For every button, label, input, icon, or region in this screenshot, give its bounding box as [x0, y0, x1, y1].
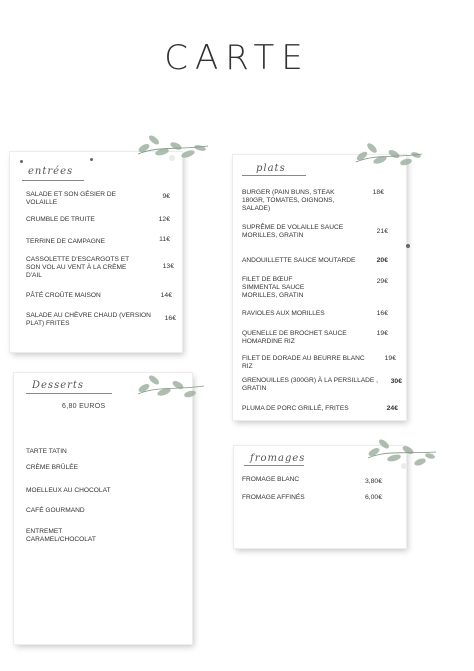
dessert-item: TARTE TATIN: [26, 448, 67, 455]
fromage-item-name: FROMAGE AFFINÉS: [242, 494, 305, 501]
plat-item-price: 19€: [384, 355, 396, 362]
plat-item-price: 21€: [376, 228, 388, 235]
decor-dot: [406, 244, 410, 248]
plat-item-price: 19€: [376, 330, 388, 337]
fromage-item-price: 6,00€: [364, 494, 382, 501]
plat-item-name: ANDOUILLETTE SAUCE MOUTARDE: [242, 257, 356, 264]
leaf-ornament-icon: [132, 128, 212, 168]
entree-item-name: SALADE AU CHÈVRE CHAUD (VERSION PLAT) FRITES: [26, 312, 151, 327]
plat-item-name: FILET DE DORADE AU BEURRE BLANC RIZ: [242, 355, 365, 370]
plat-item-price: 18€: [372, 189, 384, 196]
plat-item-price: 20€: [376, 257, 388, 264]
dessert-item: MOELLEUX AU CHOCOLAT: [26, 487, 111, 494]
entrees-heading: entrées: [28, 166, 74, 177]
plats-heading-underline: [242, 175, 306, 176]
entree-item-price: 13€: [162, 263, 174, 270]
plat-item-name: PLUMA DE PORC GRILLÉ, FRITES: [242, 405, 349, 412]
entrees-heading-underline: [22, 180, 84, 181]
plat-item-name: SUPRÊME DE VOLAILLE SAUCE MORILLES, GRATIN: [242, 224, 344, 239]
leaf-ornament-icon: [352, 140, 426, 176]
entree-item-name: TERRINE DE CAMPAGNE: [26, 238, 106, 245]
entree-item-name: CRUMBLE DE TRUITE: [26, 216, 95, 223]
fromage-item-price: 3,80€: [364, 478, 382, 485]
entree-item-price: 9€: [162, 193, 170, 200]
decor-dot: [90, 158, 93, 161]
fromage-item-name: FROMAGE BLANC: [242, 476, 300, 483]
dessert-item: ENTREMET CARAMEL/CHOCOLAT: [26, 528, 96, 543]
entree-item-price: 16€: [164, 315, 176, 322]
entree-item-price: 14€: [160, 292, 172, 299]
leaf-ornament-icon: [364, 436, 440, 476]
plat-item-name: BURGER (PAIN BUNS, STEAK 180GR, TOMATES, OIGNONS, SALADE): [242, 189, 335, 212]
entree-item-price: 11€: [159, 236, 170, 243]
plats-heading: plats: [256, 163, 286, 174]
plat-item-price: 29€: [376, 278, 388, 285]
entree-item-name: PÂTÉ CROÛTE MAISON: [26, 292, 101, 299]
plat-item-price: 30€: [390, 378, 402, 385]
decor-dot: [20, 160, 23, 163]
desserts-heading: Desserts: [32, 380, 85, 391]
entree-item-price: 12€: [158, 216, 170, 223]
desserts-price-note: 6,80 EUROS: [62, 403, 106, 410]
dessert-item: CAFÉ GOURMAND: [26, 507, 85, 514]
plat-item-name: GRENOUILLES (300GR) À LA PERSILLADE , GRATIN: [242, 377, 378, 392]
plat-item-price: 24€: [386, 405, 398, 412]
fromages-heading-underline: [244, 465, 304, 466]
dessert-item: CRÈME BRÛLÉE: [26, 464, 79, 471]
entree-item-name: SALADE ET SON GÉSIER DE VOLAILLE: [26, 191, 117, 206]
plat-item-name: FILET DE BŒUF SIMMENTAL SAUCE MORILLES, GRATIN: [242, 276, 305, 299]
leaf-ornament-icon: [134, 370, 210, 406]
plat-item-price: 16€: [376, 310, 388, 317]
desserts-heading-underline: [26, 393, 112, 394]
fromages-heading: fromages: [250, 453, 306, 464]
entree-item-name: CASSOLETTE D'ESCARGOTS ET SON VOL AU VENT À LA CRÈME D'AIL: [26, 256, 129, 279]
plat-item-name: RAVIOLES AUX MORILLES: [242, 310, 325, 317]
page-title: CARTE: [164, 38, 310, 78]
plat-item-name: QUENELLE DE BROCHET SAUCE HOMARDINE RIZ: [242, 330, 347, 345]
